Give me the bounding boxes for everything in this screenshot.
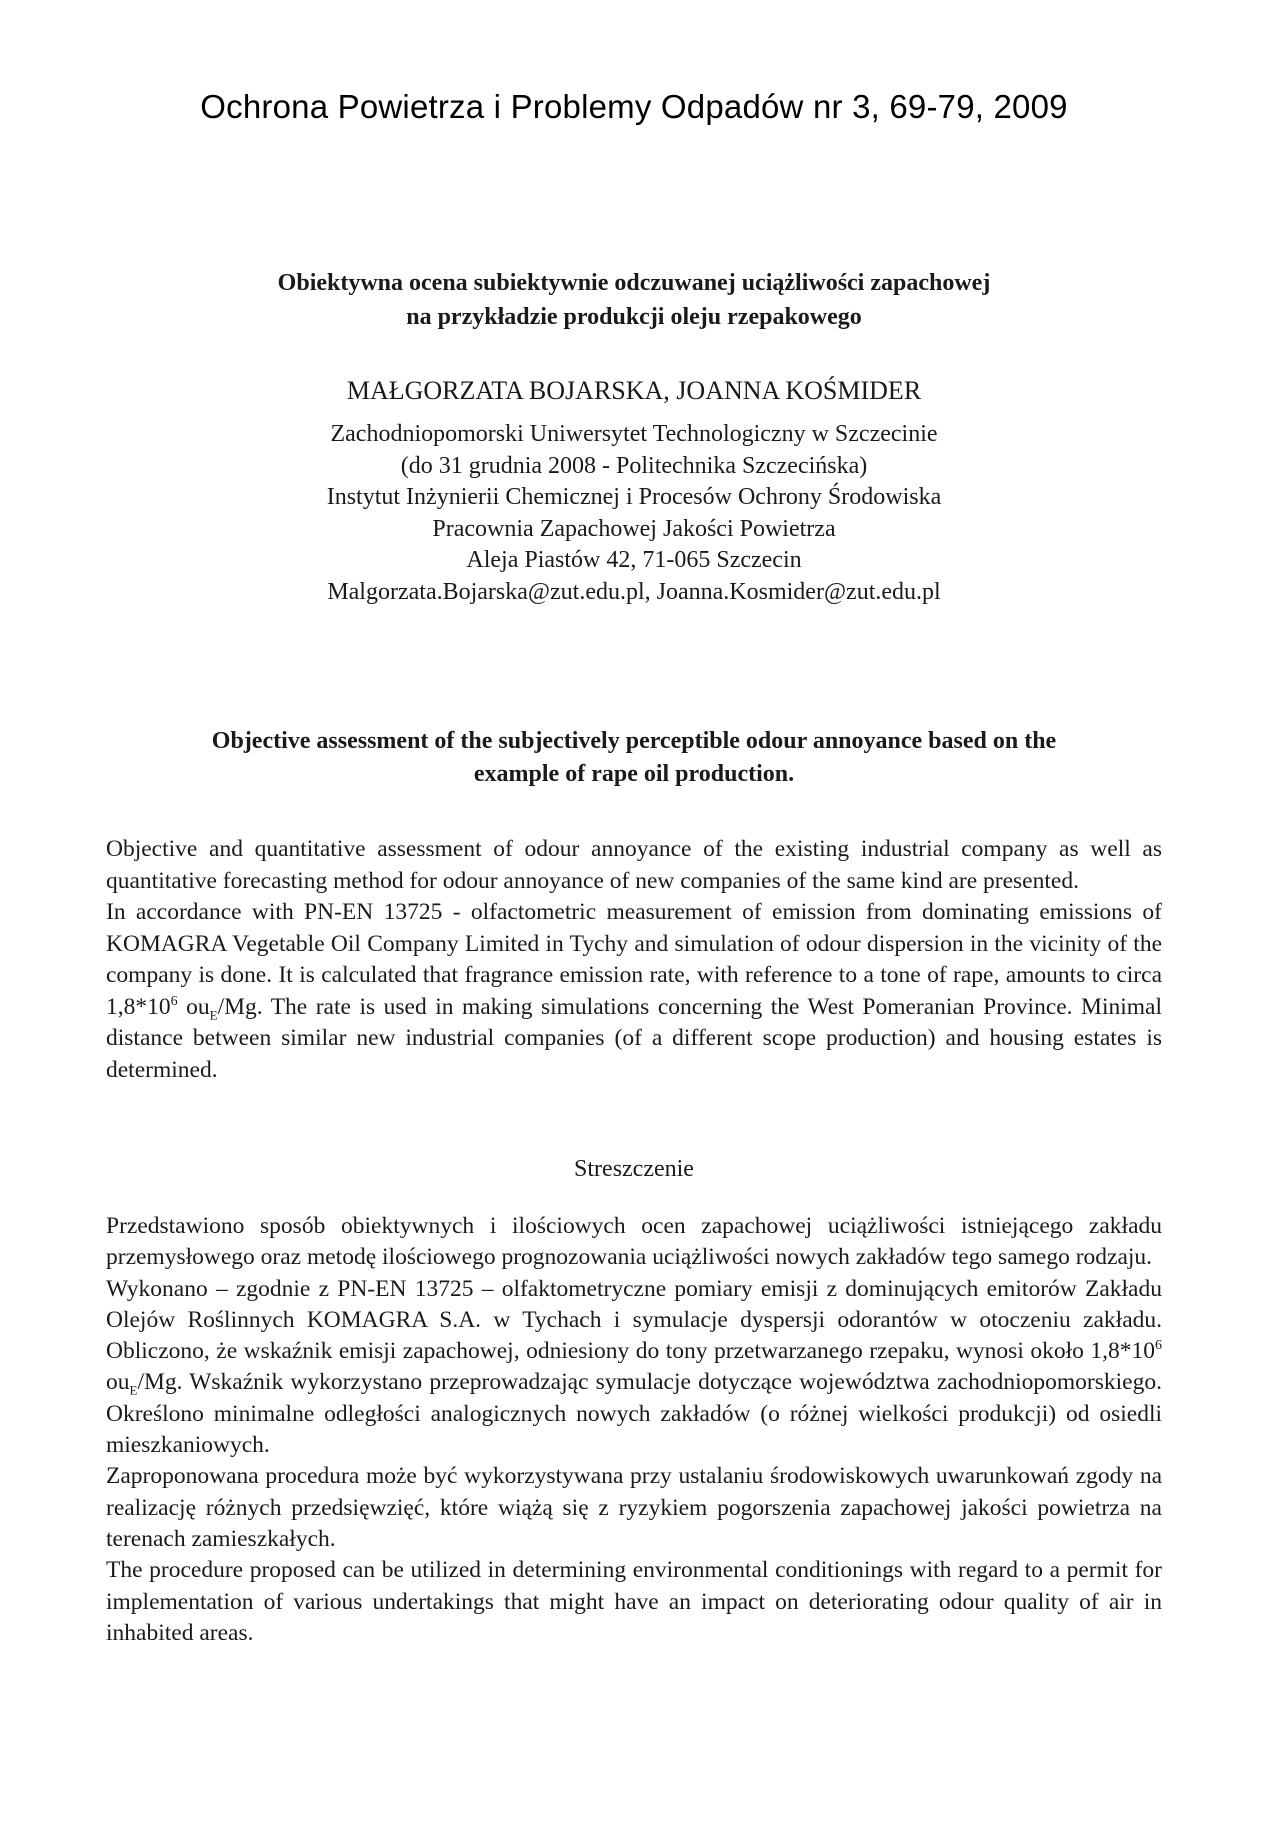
streszczenie-unit-subscript: E [129,1383,138,1399]
streszczenie-p2-text-1: Wykonano – zgodnie z PN-EN 13725 – olfaktometryczne pomiary emisji z dominujących emitorów Zakładu Olejów Roślinnych KOMAGRA S.A. w Tychach i symulacje dyspersji odorantów w otoczeniu zakładu. Obliczono, że wskaźnik emisji zapachowej, odniesiony do tony przetwarzanego rzepaku, wynosi około 1,8*10 [106,1275,1162,1365]
title-pl-line-2: na przykładzie produkcji oleju rzepakowego [406,304,862,330]
streszczenie-paragraph-3: Zaproponowana procedura może być wykorzystywana przy ustalaniu środowiskowych uwarunkowań zgody na realizację różnych przedsięwzięć, które wiążą się z ryzykiem pogorszenia zapachowej jakości powietrza na terenach zamieszkałych. [106,1463,1162,1552]
paper-title-polish [150,266,1118,334]
journal-header: Ochrona Powietrza i Problemy Odpadów nr 3, 69-79, 2009 [200,88,1068,125]
abstract-english [106,834,1162,1086]
streszczenie-heading: Streszczenie [574,1156,694,1182]
affiliation-emails: Malgorzata.Bojarska@zut.edu.pl, Joanna.Kosmider@zut.edu.pl [327,578,941,605]
abstract-p2-text-1: In accordance with PN-EN 13725 - olfactometric measurement of emission from dominating emissions of KOMAGRA Vegetable Oil Company Limited in Tychy and simulation of odour dispersion in the vicinity of the company is done. It is calculated that fragrance emission rate, with reference to a tone of rape, amounts to circa 1,8*10 [106,899,1162,1020]
title-en-line-1: Objective assessment of the subjectively perceptible odour annoyance based on the [211,728,1057,754]
abstract-p2-text-2: /Mg. The rate is used in making simulations concerning the West Pomeranian Province. Minimal distance between similar new industrial companies (of a different scope production) and housing estates is determined. [106,993,1162,1083]
abstract-unit: ou [177,993,210,1020]
affiliation-institute: Instytut Inżynierii Chemicznej i Procesów Ochrony Środowiska [326,484,942,510]
abstract-exponent: 6 [170,993,178,1009]
affiliation-former-name: (do 31 grudnia 2008 - Politechnika Szczecińska) [400,452,868,479]
abstract-paragraph-2 [106,897,1162,1086]
streszczenie-body [106,1211,1162,1649]
abstract-paragraph-1: Objective and quantitative assessment of odour annoyance of the existing industrial company as well as quantitative forecasting method for odour annoyance of new companies of the same kind are presented. [106,836,1162,894]
streszczenie-unit: ou [106,1369,130,1396]
title-pl-line-1: Obiektywna ocena subiektywnie odczuwanej uciążliwości zapachowej [277,270,991,296]
paper-title-english [120,725,1148,791]
authors: MAŁGORZATA BOJARSKA, JOANNA KOŚMIDER [346,376,922,405]
streszczenie-paragraph-2 [106,1274,1162,1462]
affiliation-university: Zachodniopomorski Uniwersytet Technologiczny w Szczecinie [330,421,938,447]
streszczenie-p2-text-2: /Mg. Wskaźnik wykorzystano przeprowadzając symulacje dotyczące województwa zachodniopomorskiego. Określono minimalne odległości analogicznych nowych zakładów (o różnej wielkości produkcji) od osiedli mieszkaniowych. [106,1369,1162,1459]
affiliation-laboratory: Pracownia Zapachowej Jakości Powietrza [432,515,836,542]
abstract-unit-subscript: E [209,1007,218,1023]
affiliation [150,419,1118,608]
streszczenie-exponent: 6 [1155,1338,1162,1354]
streszczenie-paragraph-4: The procedure proposed can be utilized in determining environmental conditionings with regard to a permit for implementation of various undertakings that might have an impact on deteriorating odour quality of air in inhabited areas. [106,1557,1162,1646]
title-en-line-2: example of rape oil production. [473,761,795,787]
streszczenie-paragraph-1: Przedstawiono sposób obiektywnych i ilościowych ocen zapachowej uciążliwości istniejącego zakładu przemysłowego oraz metodę ilościowego prognozowania uciążliwości nowych zakładów tego samego rodzaju. [106,1213,1162,1271]
affiliation-address: Aleja Piastów 42, 71-065 Szczecin [466,547,802,573]
